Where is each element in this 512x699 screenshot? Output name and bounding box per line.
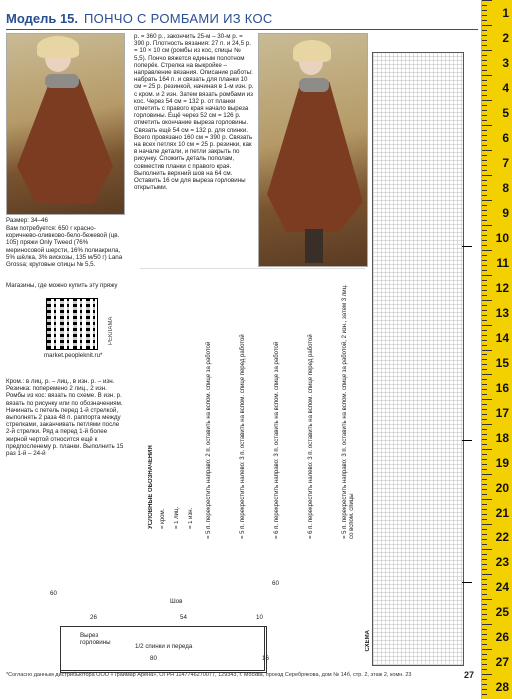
ruler-tick — [482, 689, 487, 690]
ruler-number: 13 — [495, 305, 509, 320]
ruler-number: 24 — [495, 580, 509, 595]
ruler-tick — [482, 20, 487, 21]
ruler-tick — [482, 429, 487, 430]
ruler-tick — [482, 544, 487, 545]
ruler-tick — [482, 449, 492, 450]
neck-label: Вырез горловины — [80, 632, 111, 647]
ruler-tick — [482, 310, 487, 311]
ruler-tick — [482, 639, 487, 640]
legend-item: = 6 п. перекрестить налево: 3 п. оставить на вспом. спице перед работой — [308, 334, 314, 539]
ruler-tick — [482, 669, 487, 670]
legend-item: = 5 п. перекрестить направо: 3 п. оставить на вспом. спице за работой, 2 изн., затем 3 лиц. со вспом. спицы — [342, 284, 355, 539]
ruler-number: 15 — [495, 355, 509, 370]
ruler-tick — [482, 180, 487, 181]
ruler-tick — [482, 125, 492, 126]
instructions-text: р. = 360 р., закончить 25-м – 30-м р. = 390 р. Плотность вязания: 27 п. и 24,5 р. = 10 × 10 см (ромбы из кос, спицы № 5,5). Пончо вяжется единым полотном поперёк. Стрелка на выкройке – направление вязания. Описание работы: набрать 164 п. и связать для планки 10 см = 25 р. резинкой, начиная в 1-м изн. р. с кром. и 2 изн. Затем вязать ромбами из кос. Через 54 см = 132 р. от планки отметить с правого края начало выреза горловины. Ещё через 52 см = 126 р. отметить окончание выреза горловины. Связать ещё 54 см = 132 р. для спинки. Всего провязано 160 см = 390 р. Связать на всех петлях 10 см = 25 р. резинки, как в начале детали, и петли закрыть по рисунку. Сложить деталь пополам, совместив планки с правого края. Выполнить верхний шов на 64 см. Оставить 16 см для выреза горловины открытыми. — [134, 33, 254, 192]
ruler-tick — [482, 384, 487, 385]
dim-label: 10 — [256, 614, 263, 621]
ruler-tick — [482, 290, 487, 291]
ruler-tick — [482, 649, 492, 650]
ruler-tick — [482, 140, 487, 141]
ruler-tick — [482, 599, 492, 600]
ruler-number: 12 — [495, 280, 509, 295]
ruler-tick — [482, 359, 487, 360]
technique-text: Кром.: в лиц. р. – лиц., в изн. р. – изн. Резинка: поперемено 2 лиц., 2 изн. Ромбы из кос: вязать по схеме. В изн. р. вязать по рисунку или по обозначениям. Начинать с петель перед 1-й стрелкой, выполнять 2 раза 48 п. раппорта между стрелками, заканчивать петлями после 2-й стрелки. Ряд а перед 1-й более жирной чертой относится ещё к предпосленему р. планки. Выполнить 15 раз 1-й – 24-й — [6, 378, 124, 458]
ruler-tick — [482, 484, 487, 485]
qr-code[interactable] — [46, 298, 98, 350]
legend-item: = 5 п. перекрестить направо: 2 п. оставить на вспом. спице за работой — [206, 341, 212, 539]
ruler-tick — [482, 524, 492, 525]
market-link[interactable]: market.peopleknit.ru* — [44, 352, 103, 359]
ruler-tick — [482, 549, 492, 550]
ruler-tick — [482, 205, 487, 206]
ruler-tick — [482, 175, 492, 176]
ruler-tick — [482, 659, 487, 660]
ruler-tick — [482, 604, 487, 605]
dim-label: 26 — [90, 614, 97, 621]
ruler-tick — [482, 120, 487, 121]
ruler-tick — [482, 350, 492, 351]
ruler-tick — [482, 55, 487, 56]
ruler-tick — [482, 70, 487, 71]
ruler-tick — [482, 115, 487, 116]
model-number: Модель 15. — [6, 10, 79, 26]
ruler-tick — [482, 215, 487, 216]
ruler-tick — [482, 230, 487, 231]
ruler-tick — [482, 130, 487, 131]
ruler-number: 4 — [502, 81, 509, 96]
ruler-number: 10 — [495, 230, 509, 245]
back-label: 1/2 спинки и переда — [135, 643, 193, 650]
ruler-tick — [482, 340, 487, 341]
seam-label: Шов — [170, 598, 183, 605]
dim-label: 16 — [262, 655, 269, 662]
ruler-tick — [482, 559, 487, 560]
ruler-tick — [482, 489, 487, 490]
ruler-tick — [482, 494, 487, 495]
advert-label: РЕКЛАМА — [108, 316, 114, 345]
ruler-tick — [482, 394, 487, 395]
ruler-number: 9 — [502, 205, 509, 220]
page-header — [6, 8, 478, 28]
ruler-tick — [482, 45, 487, 46]
ruler-tick — [482, 10, 487, 11]
ruler-tick — [482, 454, 487, 455]
ruler-tick — [482, 185, 487, 186]
ruler-tick — [482, 255, 487, 256]
arrow-marker — [462, 582, 472, 583]
ruler-tick — [482, 534, 487, 535]
legend-area — [140, 268, 365, 549]
ruler-number: 19 — [495, 455, 509, 470]
ruler-tick — [482, 354, 487, 355]
ruler-tick — [482, 305, 487, 306]
ruler-tick — [482, 220, 487, 221]
ruler-number: 25 — [495, 605, 509, 620]
legend-item: = 1 изн. — [188, 507, 194, 529]
ruler-tick — [482, 100, 492, 101]
ruler-tick — [482, 0, 492, 1]
ruler-number: 26 — [495, 630, 509, 645]
ruler-number: 28 — [495, 680, 509, 695]
ruler-tick — [482, 579, 487, 580]
arrow-marker — [462, 440, 472, 441]
ruler-number: 20 — [495, 480, 509, 495]
ruler-tick — [482, 369, 487, 370]
ruler-number: 18 — [495, 430, 509, 445]
legend-item: = 1 лиц. — [174, 506, 180, 529]
ruler-tick — [482, 574, 492, 575]
ruler-number: 27 — [495, 655, 509, 670]
scheme-label: СХЕМА — [365, 630, 371, 652]
ruler-tick — [482, 674, 492, 675]
ruler-tick — [482, 40, 487, 41]
ruler-tick — [482, 644, 487, 645]
ruler-number: 17 — [495, 405, 509, 420]
dim-label: 60 — [272, 580, 279, 587]
ruler-tick — [482, 150, 492, 151]
ruler-tick — [482, 50, 492, 51]
pattern-top-dims — [20, 622, 350, 623]
ruler-tick — [482, 275, 492, 276]
ruler-tick — [482, 335, 487, 336]
ruler-number: 22 — [495, 530, 509, 545]
ruler-tick — [482, 135, 487, 136]
ruler-tick — [482, 345, 487, 346]
ruler-tick — [482, 409, 487, 410]
arrow-marker — [462, 246, 472, 247]
ruler-tick — [482, 419, 487, 420]
ruler-number: 11 — [496, 255, 509, 270]
ruler-tick — [482, 664, 487, 665]
ruler-tick — [482, 285, 487, 286]
ruler-tick — [482, 80, 487, 81]
ruler-tick — [482, 504, 487, 505]
ruler-tick — [482, 110, 487, 111]
ruler-number: 23 — [495, 555, 509, 570]
ruler-tick — [482, 399, 492, 400]
ruler-tick — [482, 499, 492, 500]
ruler-tick — [482, 15, 487, 16]
ruler-tick — [482, 529, 487, 530]
ruler-tick — [482, 315, 487, 316]
legend-title: УСЛОВНЫЕ ОБОЗНАЧЕНИЯ — [148, 445, 154, 529]
dim-label: 54 — [180, 614, 187, 621]
ruler-tick — [482, 65, 487, 66]
ruler-tick — [482, 210, 487, 211]
ruler-number: 3 — [502, 56, 509, 71]
dim-label: 60 — [50, 590, 57, 597]
ruler-tick — [482, 35, 487, 36]
ruler-tick — [482, 379, 487, 380]
ruler-tick — [482, 95, 487, 96]
photo-poncho-side — [258, 33, 368, 267]
ruler-tick — [482, 85, 487, 86]
ruler-tick — [482, 75, 492, 76]
ruler-number: 8 — [502, 180, 509, 195]
ruler-number: 2 — [502, 31, 509, 46]
legend-item: = 5 п. перекрестить налево: 3 п. оставить на вспом. спице перед работой — [240, 334, 246, 539]
ruler-tick — [482, 589, 487, 590]
measuring-ruler — [481, 0, 512, 699]
ruler-tick — [482, 240, 487, 241]
legend-item: = 6 п. перекрестить направо: 3 п. оставить на вспом. спице за работой — [274, 341, 280, 539]
ruler-tick — [482, 265, 487, 266]
ruler-tick — [482, 594, 487, 595]
ruler-tick — [482, 679, 487, 680]
ruler-tick — [482, 479, 487, 480]
ruler-tick — [482, 200, 492, 201]
page-number: 27 — [463, 670, 474, 680]
page-title: ПОНЧО С РОМБАМИ ИЗ КОС — [84, 10, 273, 26]
ruler-tick — [482, 60, 487, 61]
ruler-tick — [482, 434, 487, 435]
ruler-number: 7 — [502, 156, 509, 171]
ruler-tick — [482, 694, 487, 695]
ruler-tick — [482, 629, 487, 630]
ruler-tick — [482, 280, 487, 281]
ruler-tick — [482, 509, 487, 510]
ruler-tick — [482, 195, 487, 196]
ruler-number: 16 — [495, 380, 509, 395]
ruler-tick — [482, 30, 487, 31]
ruler-tick — [482, 250, 492, 251]
ruler-tick — [482, 424, 492, 425]
ruler-tick — [482, 165, 487, 166]
ruler-tick — [482, 564, 487, 565]
ruler-tick — [482, 624, 492, 625]
ruler-tick — [482, 300, 492, 301]
ruler-number: 1 — [502, 6, 509, 21]
ruler-tick — [482, 519, 487, 520]
header-rule — [6, 29, 478, 30]
ruler-tick — [482, 609, 487, 610]
ruler-tick — [482, 614, 487, 615]
ruler-tick — [482, 469, 487, 470]
ruler-tick — [482, 619, 487, 620]
knitting-chart — [372, 52, 464, 666]
shops-text: Магазины, где можно купить эту пряжу — [6, 282, 118, 289]
ruler-tick — [482, 5, 487, 6]
ruler-tick — [482, 464, 487, 465]
ruler-tick — [482, 235, 487, 236]
ruler-tick — [482, 330, 487, 331]
ruler-tick — [482, 190, 487, 191]
ruler-tick — [482, 539, 487, 540]
ruler-tick — [482, 25, 492, 26]
ruler-tick — [482, 325, 492, 326]
ruler-tick — [482, 414, 487, 415]
ruler-tick — [482, 270, 487, 271]
ruler-tick — [482, 320, 487, 321]
ruler-tick — [482, 404, 487, 405]
ruler-tick — [482, 245, 487, 246]
ruler-tick — [482, 439, 487, 440]
ruler-tick — [482, 160, 487, 161]
ruler-tick — [482, 684, 487, 685]
ruler-tick — [482, 474, 492, 475]
ruler-tick — [482, 105, 487, 106]
dim-label: 80 — [150, 655, 157, 662]
legend-item: = кром. — [160, 508, 166, 529]
ruler-tick — [482, 389, 487, 390]
ruler-tick — [482, 514, 487, 515]
ruler-number: 6 — [502, 131, 509, 146]
ruler-tick — [482, 554, 487, 555]
ruler-tick — [482, 584, 487, 585]
ruler-number: 21 — [495, 505, 509, 520]
footer-note: *Согласно данным дистрибьютора ООО «Траймар Арена», ОГРН 1147746270077, 129343, г. Москва, проезд Серебрякова, дом № 14б, стр. 2, этаж 2, комн. 23 — [6, 672, 412, 678]
ruler-tick — [482, 444, 487, 445]
ruler-tick — [482, 260, 487, 261]
ruler-tick — [482, 364, 487, 365]
ruler-number: 14 — [495, 330, 509, 345]
ruler-number: 5 — [502, 106, 509, 121]
ruler-tick — [482, 634, 487, 635]
ruler-tick — [482, 90, 487, 91]
size-text: Размер: 34–46 — [6, 217, 48, 224]
ruler-tick — [482, 569, 487, 570]
ruler-tick — [482, 225, 492, 226]
ruler-tick — [482, 170, 487, 171]
ruler-tick — [482, 145, 487, 146]
ruler-tick — [482, 459, 487, 460]
ruler-tick — [482, 654, 487, 655]
ruler-tick — [482, 155, 487, 156]
materials-text: Вам потребуется: 650 г красно-коричнево-оливково-бело-бежевой (цв. 105) пряжи Only Tweed (76% мериносовой шерсти, 16% полиакрила, 5% шёлка, 3% вискозы, 135 м/50 г) Lana Grossa; круговые спицы № 5,5. — [6, 225, 123, 269]
ruler-tick — [482, 295, 487, 296]
photo-poncho-front — [6, 33, 125, 215]
ruler-tick — [482, 374, 492, 375]
